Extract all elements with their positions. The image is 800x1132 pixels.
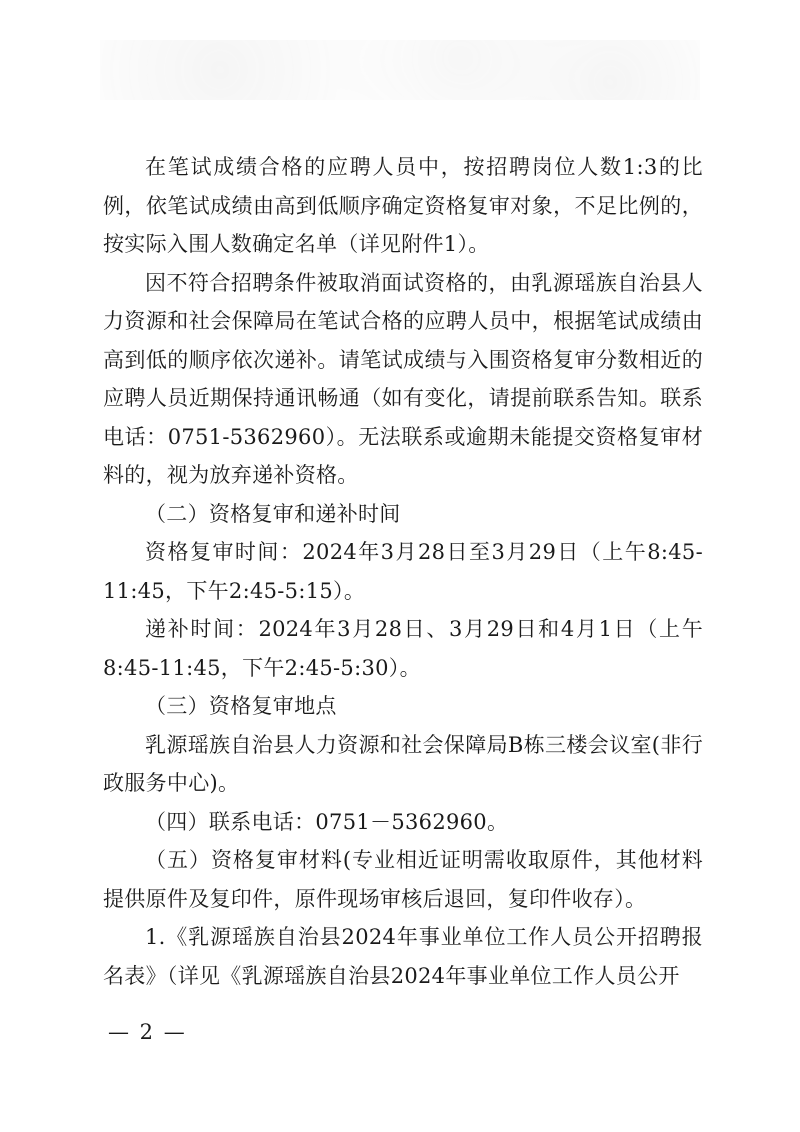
section-heading-time: （二）资格复审和递补时间 xyxy=(145,501,401,526)
paragraph-review-time: 资格复审时间：2024年3月28日至3月29日（上午8:45-11:45，下午2:45-5:15）。 xyxy=(103,540,703,603)
list-item-registration-form: 1.《乳源瑶族自治县2024年事业单位工作人员公开招聘报名表》（详见《乳源瑶族自治县2024年事业单位工作人员公开 xyxy=(103,925,703,988)
section-heading-materials: （五）资格复审材料(专业相近证明需收取原件，其他材料提供原件及复印件，原件现场审核后退回，复印件收存）。 xyxy=(103,848,703,911)
paragraph-location: 乳源瑶族自治县人力资源和社会保障局B栋三楼会议室(非行政服务中心)。 xyxy=(103,732,703,795)
section-heading-location: （三）资格复审地点 xyxy=(145,694,337,718)
section-heading-phone: （四）联系电话：0751－5362960。 xyxy=(145,809,509,834)
document-body xyxy=(103,148,703,995)
paragraph-supplement-time: 递补时间：2024年3月28日、3月29日和4月1日（上午8:45-11:45，下午2:45-5:30）。 xyxy=(103,617,703,680)
scan-artifact xyxy=(100,40,700,100)
paragraph-supplement-rule: 因不符合招聘条件被取消面试资格的，由乳源瑶族自治县人力资源和社会保障局在笔试合格的应聘人员中，根据笔试成绩由高到低的顺序依次递补。请笔试成绩与入围资格复审分数相近的应聘人员近期保持通讯畅通（如有变化，请提前联系告知。联系电话：0751-5362960）。无法联系或逾期未能提交资格复审材料的，视为放弃递补资格。 xyxy=(103,270,703,487)
paragraph-qualification-ratio: 在笔试成绩合格的应聘人员中，按招聘岗位人数1:3的比例，依笔试成绩由高到低顺序确定资格复审对象，不足比例的，按实际入围人数确定名单（详见附件1）。 xyxy=(103,155,703,256)
page-number: — 2 — xyxy=(108,1020,187,1044)
